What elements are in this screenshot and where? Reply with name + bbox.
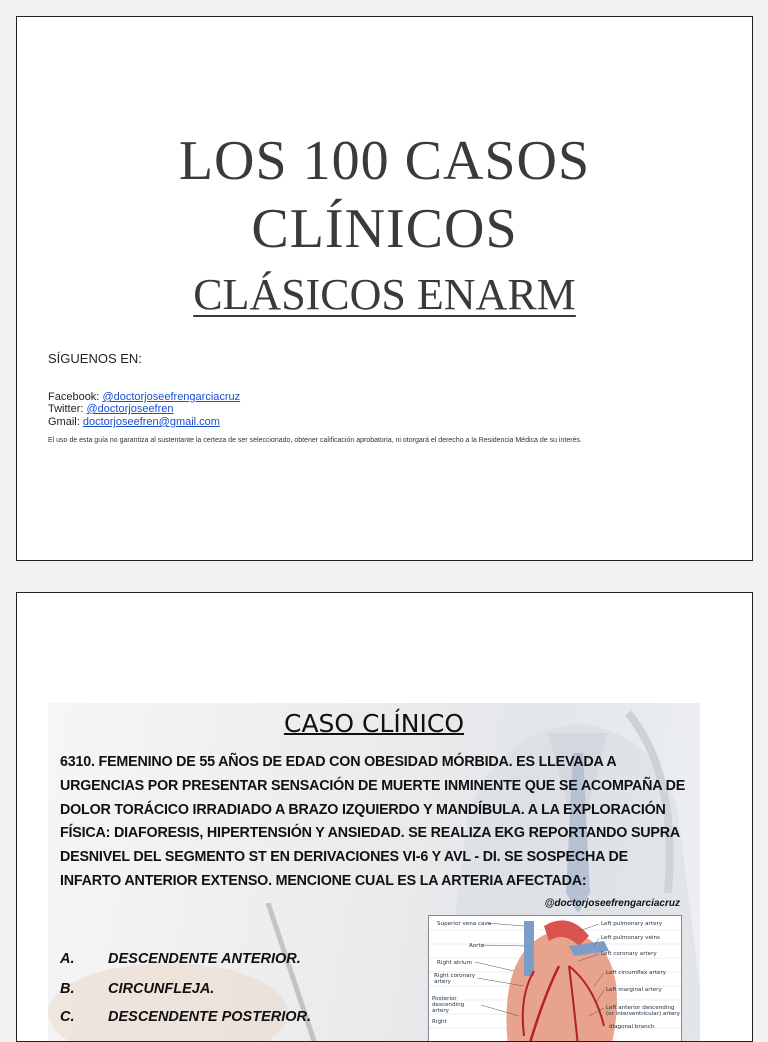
title-line-1: LOS 100 CASOS bbox=[178, 130, 591, 192]
disclaimer: El uso de esta guía no garantiza al sustentante la certeza de ser seleccionado, obtener calificación aprobatoria, ni otorgará el derecho a la Residencia Médica de su interés. bbox=[48, 437, 582, 444]
heart-label-left-5: Right bbox=[432, 1019, 447, 1025]
heart-label-left-0: Superior vena cava bbox=[437, 921, 492, 927]
title-line-3 bbox=[17, 269, 752, 320]
option-b bbox=[60, 981, 214, 997]
heart-label-left-2: Right atrium bbox=[437, 960, 472, 966]
heart-label-right-1: Left pulmonary veins bbox=[601, 935, 660, 941]
case-title bbox=[48, 709, 700, 738]
option-c-text: DESCENDENTE POSTERIOR. bbox=[108, 1009, 312, 1025]
heart-label-left-4: Posterior descending artery bbox=[432, 996, 465, 1014]
case-text: 6310. FEMENINO DE 55 AÑOS DE EDAD CON OBESIDAD MÓRBIDA. ES LLEVADA A URGENCIAS POR PRESENTAR SENSACIÓN DE MUERTE INMINENTE QUE SE ACOMPAÑA DE DOLOR TORÁCICO IRRADIADO A BRAZO IZQUIERDO Y MANDÍBULA. A LA EXPLORACIÓN FÍSICA: DIAFORESIS, HIPERTENSIÓN Y ANSIEDAD. SE REALIZA EKG REPORTANDO SUPRA DESNIVEL DEL SEGMENTO ST EN DERIVACIONES VI-6 Y AVL - DI. SE SOSPECHA DE INFARTO ANTERIOR EXTENSO. MENCIONE CUAL ES LA ARTERIA AFECTADA: bbox=[60, 754, 686, 889]
facebook-line bbox=[48, 391, 240, 404]
heart-label-right-5: Left anterior descending (or interventricular) artery bbox=[606, 1005, 680, 1017]
gmail-line bbox=[48, 416, 220, 429]
heart-label-left-1: Aorta bbox=[469, 943, 485, 949]
facebook-label: Facebook: bbox=[48, 391, 100, 403]
gmail-link[interactable]: doctorjoseefren@gmail.com bbox=[82, 416, 220, 428]
heart-label-right-3: Left circumflex artery bbox=[606, 970, 667, 976]
heart-label-left-3: Right coronary artery bbox=[434, 973, 476, 985]
heart-diagram bbox=[428, 915, 682, 1042]
heart-label-right-0: Left pulmonary artery bbox=[601, 921, 663, 927]
twitter-label: Twitter: bbox=[48, 403, 84, 415]
heart-label-right-2: Left coronary artery bbox=[601, 951, 657, 957]
follow-label: SÍGUENOS EN: bbox=[48, 351, 142, 366]
option-b-letter: B. bbox=[60, 981, 75, 997]
case-title-text: CASO CLÍNICO bbox=[283, 709, 465, 738]
option-a-text: DESCENDENTE ANTERIOR. bbox=[108, 951, 301, 967]
twitter-line bbox=[48, 403, 174, 416]
author-handle: @doctorjoseefrengarciacruz bbox=[544, 898, 680, 909]
option-c bbox=[60, 1009, 311, 1025]
heart-label-right-6: diagonal branch bbox=[609, 1024, 655, 1030]
subtitle-text: CLÁSICOS ENARM bbox=[193, 270, 576, 319]
facebook-link[interactable]: @doctorjoseefrengarciacruz bbox=[102, 391, 241, 403]
option-a bbox=[60, 951, 301, 967]
heart-label-right-4: Left marginal artery bbox=[606, 987, 662, 993]
title-line-2: CLÍNICOS bbox=[251, 198, 518, 260]
option-a-letter: A. bbox=[60, 951, 75, 967]
case-card bbox=[48, 703, 700, 1042]
option-c-letter: C. bbox=[60, 1009, 75, 1025]
page-1 bbox=[16, 16, 753, 561]
gmail-label: Gmail: bbox=[48, 416, 80, 428]
page-2 bbox=[16, 592, 753, 1042]
twitter-link[interactable]: @doctorjoseefren bbox=[86, 403, 174, 415]
option-b-text: CIRCUNFLEJA. bbox=[108, 981, 215, 997]
